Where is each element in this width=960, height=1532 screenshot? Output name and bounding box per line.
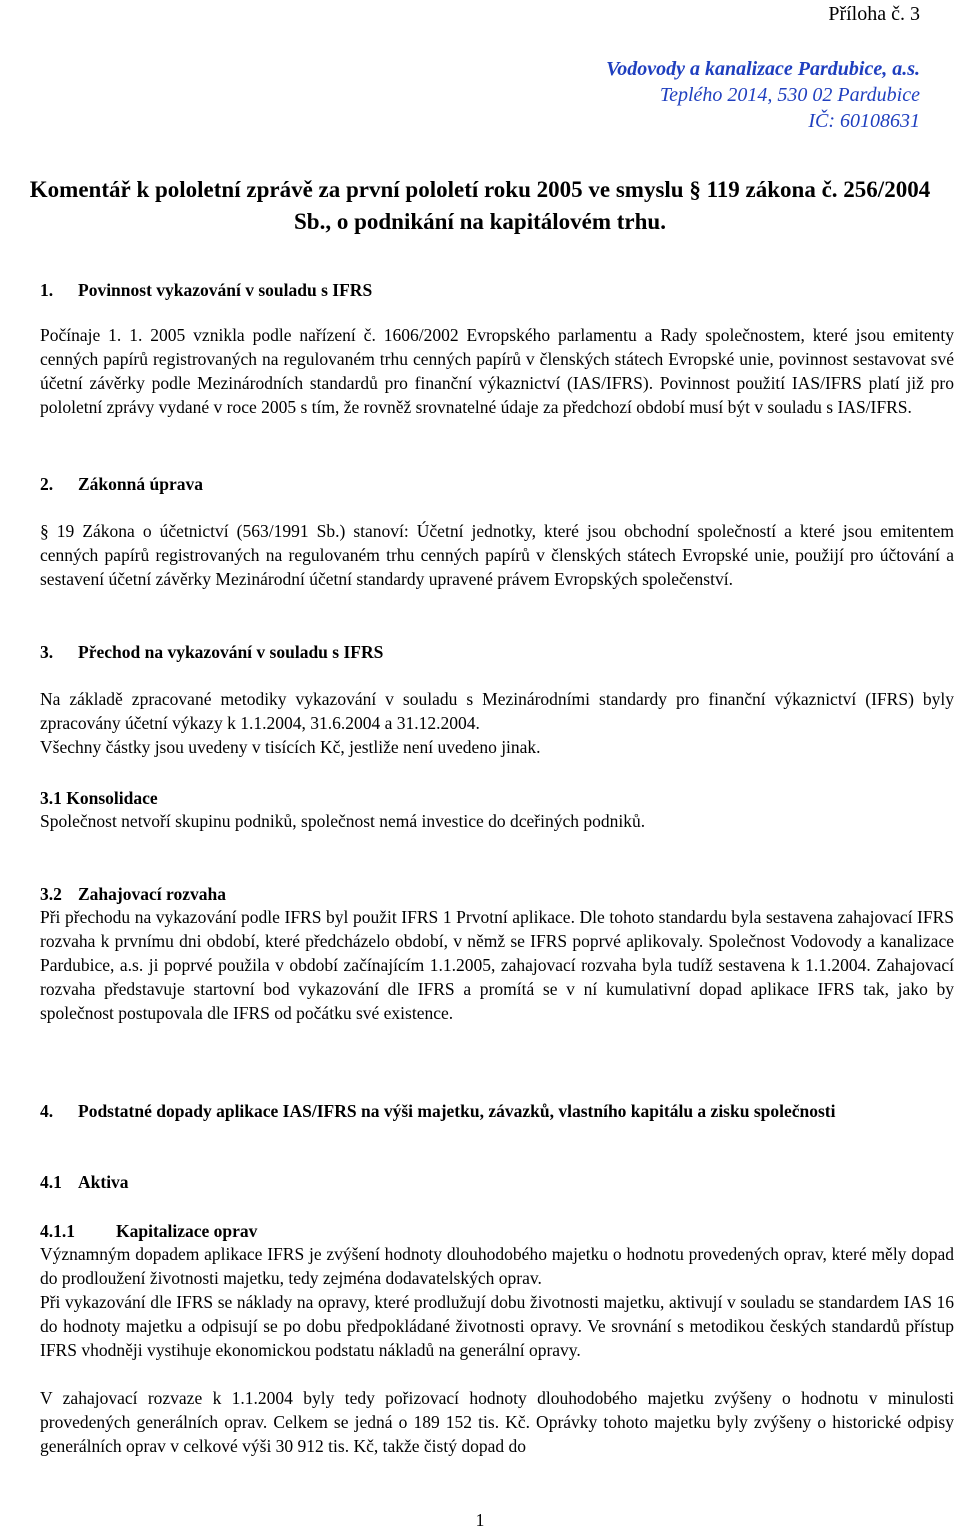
section-2-number: 2. <box>40 474 54 494</box>
section-4-1-1-para-3: V zahajovací rozvaze k 1.1.2004 byly tedy pořizovací hodnoty dlouhodobého majetku zvýšeny o hodnotu v minulosti provedených generálních oprav. Celkem se jedná o 189 152 tis. Kč. Oprávky tohoto majetku byly zvýšeny o historické odpisy generálních oprav v celkové výši 30 912 tis. Kč, takže čistý dopad do <box>40 1388 954 1456</box>
company-header <box>606 56 920 134</box>
section-3-text: Na základě zpracované metodiky vykazování v souladu s Mezinárodními standardy pro finanční výkaznictví (IFRS) byly zpracovány účetní výkazy k 1.1.2004, 31.6.2004 a 31.12.2004. <box>40 689 954 733</box>
section-3-2-title: Zahajovací rozvaha <box>78 884 226 904</box>
section-4-1-1-number: 4.1.1 <box>40 1221 75 1241</box>
section-3-text-note: Všechny částky jsou uvedeny v tisících Kč, jestliže není uvedeno jinak. <box>40 737 541 757</box>
section-3-2-text: Při přechodu na vykazování podle IFRS byl použit IFRS 1 Prvotní aplikace. Dle tohoto standardu byla sestavena zahajovací IFRS rozvaha k prvnímu dni období, které předcházelo období, v němž se IFRS poprvé aplikovaly. Společnost Vodovody a kanalizace Pardubice, a.s. ji poprvé použila v období začínajícím 1.1.2005, zahajovací rozvaha byla tudíž sestavena k 1.1.2004. Zahajovací rozvaha představuje startovní bod vykazování dle IFRS a promítá se v ní kumulativní dopad aplikace IFRS tak, jako by společnost postupovala dle IFRS od počátku své existence. <box>40 907 954 1023</box>
company-name: Vodovody a kanalizace Pardubice, a.s. <box>606 58 920 80</box>
section-4-1-1-para-1: Významným dopadem aplikace IFRS je zvýšení hodnoty dlouhodobého majetku o hodnotu provedených oprav, které měly dopad do prodloužení životnosti majetku, tedy zejména dodavatelských oprav. <box>40 1244 954 1288</box>
section-3-2-number: 3.2 <box>40 884 62 904</box>
section-4-1-1-title: Kapitalizace oprav <box>116 1221 258 1241</box>
section-4-1-title: Aktiva <box>78 1172 129 1192</box>
section-3-title: Přechod na vykazování v souladu s IFRS <box>78 642 384 662</box>
page-number: 1 <box>475 1510 485 1530</box>
section-2-title: Zákonná úprava <box>78 474 203 494</box>
section-4-1-number: 4.1 <box>40 1172 62 1192</box>
section-3-1-text: Společnost netvoří skupinu podniků, společnost nemá investice do dceřiných podniků. <box>40 811 646 831</box>
section-3-2-heading <box>40 882 226 906</box>
section-4-title: Podstatné dopady aplikace IAS/IFRS na výši majetku, závazků, vlastního kapitálu a zisku společnosti <box>78 1101 836 1121</box>
section-2-heading <box>40 472 203 496</box>
document-title: Komentář k pololetní zprávě za první pololetí roku 2005 ve smyslu § 119 zákona č. 256/2004 Sb., o podnikání na kapitálovém trhu. <box>29 177 931 234</box>
section-1-number: 1. <box>40 280 54 300</box>
section-3-heading <box>40 640 383 664</box>
appendix-label: Příloha č. 3 <box>828 3 920 25</box>
section-3-1-heading: 3.1 Konsolidace <box>40 788 158 808</box>
company-address: Teplého 2014, 530 02 Pardubice <box>659 84 920 106</box>
section-4-1-heading <box>40 1170 129 1194</box>
section-1-heading <box>40 278 372 302</box>
section-1-text: Počínaje 1. 1. 2005 vznikla podle nařízení č. 1606/2002 Evropského parlamentu a Rady společnostem, které jsou emitenty cenných papírů registrovaných na regulovaném trhu cenných papírů v členských státech Evropské unie, povinnost sestavovat své účetní závěrky podle Mezinárodních standardů pro finanční výkaznictví (IAS/IFRS). Povinnost použití IAS/IFRS platí již pro pololetní zprávy vydané v roce 2005 s tím, že rovněž srovnatelné údaje za předchozí období musí být v souladu s IAS/IFRS. <box>40 325 954 417</box>
section-3-number: 3. <box>40 642 54 662</box>
company-ico: IČ: 60108631 <box>808 110 920 132</box>
section-2-text: § 19 Zákona o účetnictví (563/1991 Sb.) stanoví: Účetní jednotky, které jsou obchodní společností a které jsou emitentem cenných papírů registrovaných na regulovaném trhu cenných papírů v členských státech Evropské unie, použijí pro účtování a sestavení účetní závěrky Mezinárodní účetní standardy upravené právem Evropských společenství. <box>40 521 954 589</box>
section-4-1-1-heading <box>40 1219 257 1243</box>
section-4-number: 4. <box>40 1101 54 1121</box>
section-1-title: Povinnost vykazování v souladu s IFRS <box>78 280 373 300</box>
section-4-1-1-para-2: Při vykazování dle IFRS se náklady na opravy, které prodlužují dobu životnosti majetku, aktivují v souladu se standardem IAS 16 do hodnoty majetku a odpisují se po dobu předpokládané životnosti opravy. Ve srovnání s metodikou českých standardů přístup IFRS vhodněji vystihuje ekonomickou podstatu nákladů na generální opravy. <box>40 1292 954 1360</box>
section-4-heading <box>40 1099 954 1123</box>
